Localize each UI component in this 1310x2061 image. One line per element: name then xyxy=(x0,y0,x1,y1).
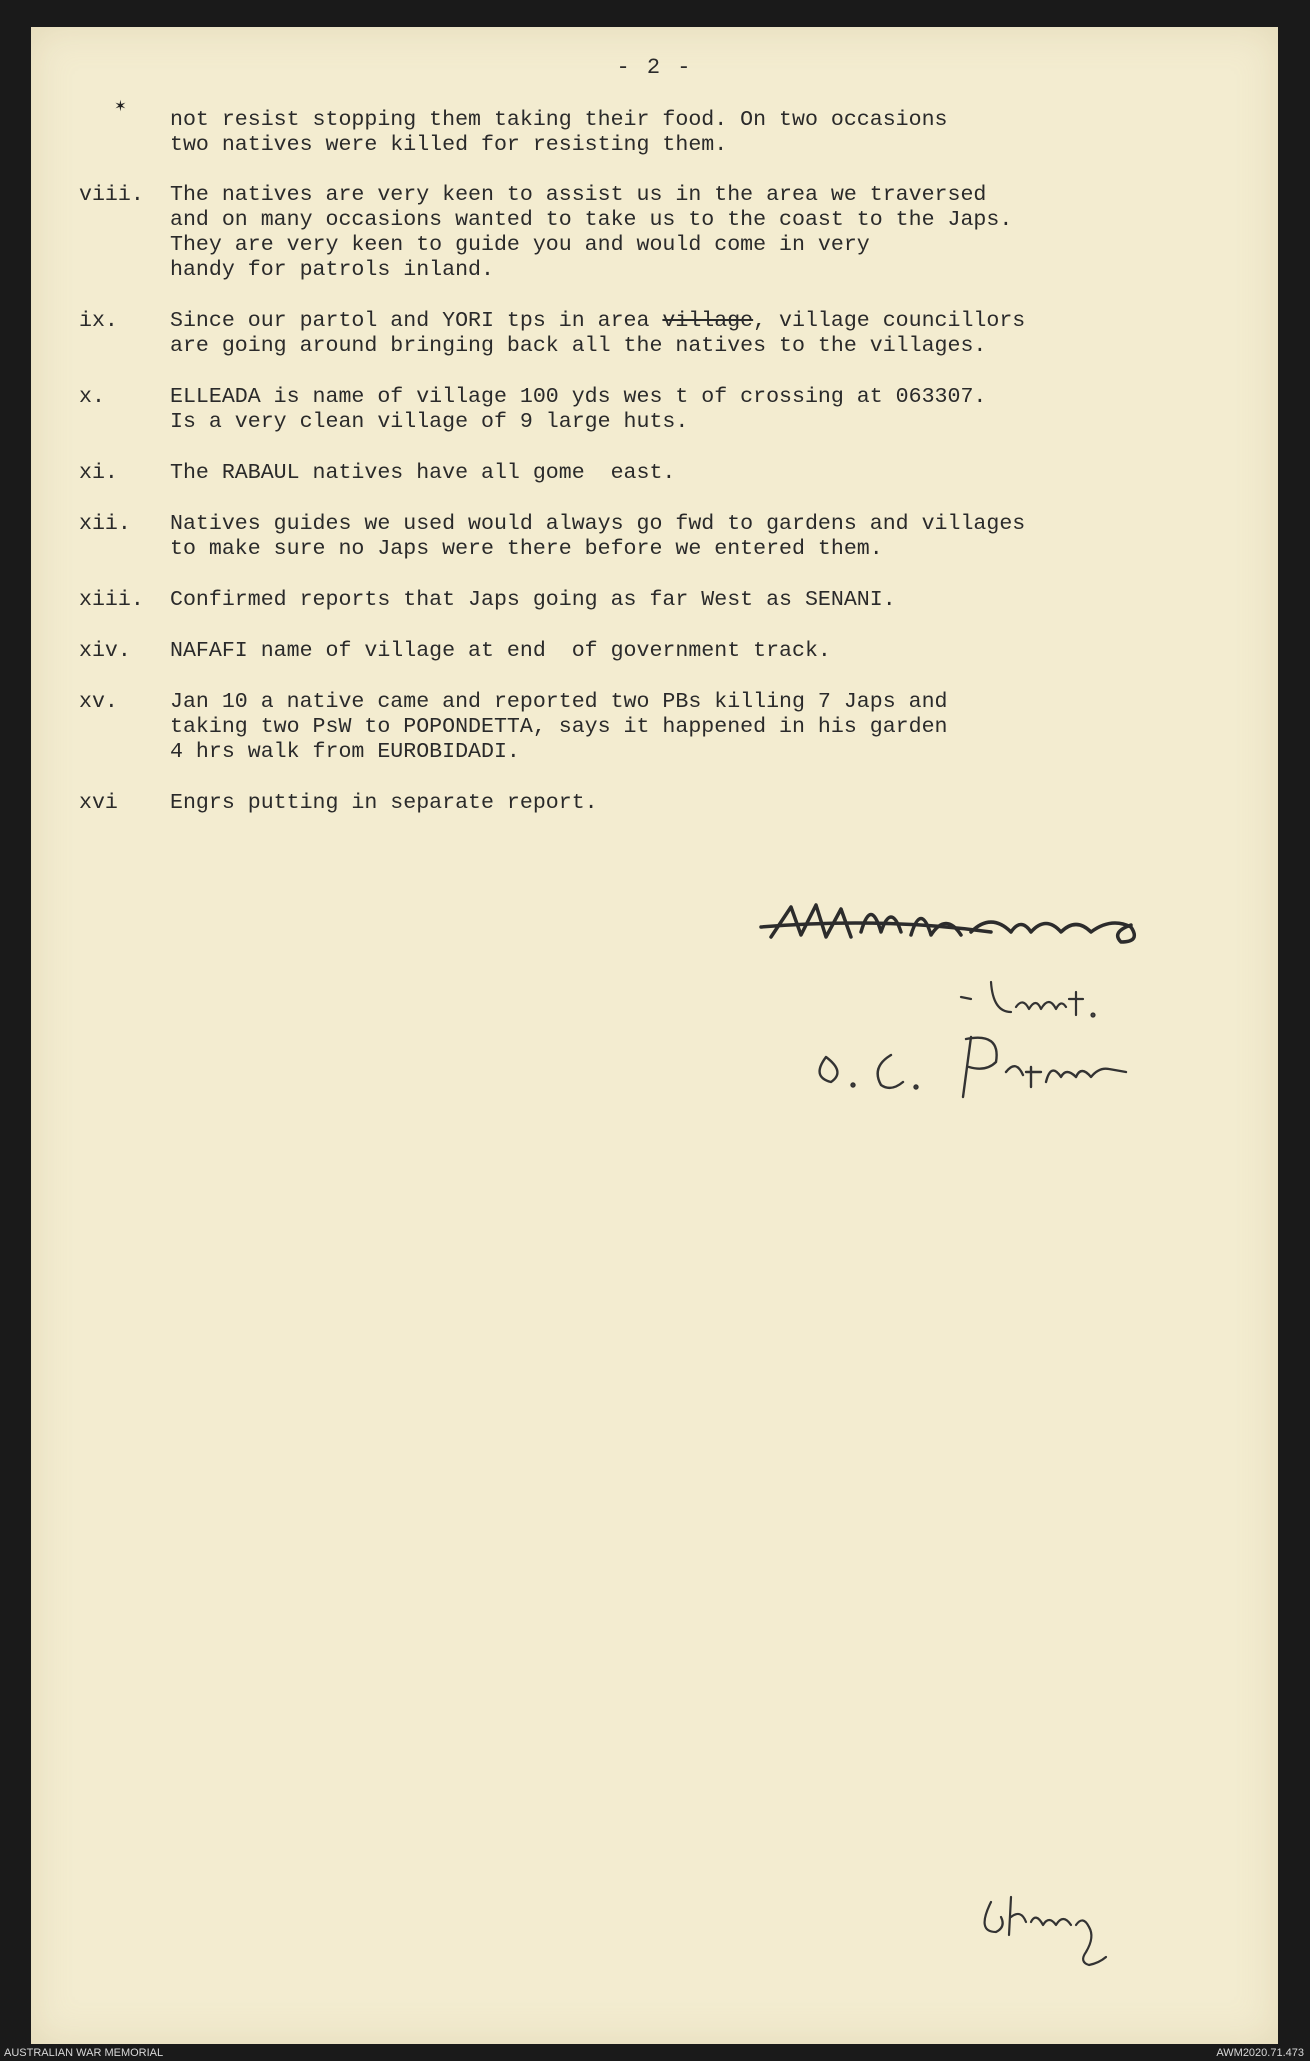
tick-mark-icon: ✶ xyxy=(115,97,126,117)
item-line xyxy=(170,309,1025,335)
item-numeral: xv. xyxy=(79,690,118,714)
item-line: Engrs putting in separate report. xyxy=(170,791,598,815)
item-line: Jan 10 a native came and reported two PBs killing 7 Japs and xyxy=(170,690,948,714)
footer-source-label: AUSTRALIAN WAR MEMORIAL xyxy=(4,2047,164,2059)
item-numeral: xvi xyxy=(79,791,118,815)
continuation-line-2: two natives were killed for resisting them. xyxy=(170,133,728,157)
item-line: ELLEADA is name of village 100 yds wes t of crossing at 063307. xyxy=(170,385,987,409)
item-line: 4 hrs walk from EUROBIDADI. xyxy=(170,740,520,764)
handwritten-signature xyxy=(731,887,1231,1167)
item-numeral: xii. xyxy=(79,512,131,536)
document-page xyxy=(31,27,1278,2044)
struck-word: village xyxy=(662,309,754,333)
item-line: Confirmed reports that Japs going as far West as SENANI. xyxy=(170,588,896,612)
item-line: and on many occasions wanted to take us to the coast to the Japs. xyxy=(170,208,1013,232)
item-line: handy for patrols inland. xyxy=(170,258,494,282)
item-numeral: x. xyxy=(79,385,105,409)
item-line: They are very keen to guide you and would come in very xyxy=(170,233,870,257)
item-numeral: viii. xyxy=(79,183,144,207)
item-numeral: xiii. xyxy=(79,588,144,612)
item-numeral: xi. xyxy=(79,461,118,485)
footer-accession-number: AWM2020.71.473 xyxy=(1216,2047,1304,2059)
item-line-start: Since our partol and YORI tps in area xyxy=(170,309,663,333)
handwritten-initials xyxy=(971,1877,1141,1977)
item-line: NAFAFI name of village at end of government track. xyxy=(170,639,831,663)
item-line: The natives are very keen to assist us in the area we traversed xyxy=(170,183,987,207)
signature-rank xyxy=(961,982,1095,1017)
item-line: The RABAUL natives have all gome east. xyxy=(170,461,676,485)
item-line: Natives guides we used would always go fwd to gardens and villages xyxy=(170,512,1026,536)
item-numeral: ix. xyxy=(79,309,118,333)
item-line-end: , village councillors xyxy=(753,309,1026,333)
signature-role xyxy=(820,1037,1126,1097)
item-line: are going around bringing back all the natives to the villages. xyxy=(170,334,987,358)
continuation-line-1: not resist stopping them taking their food. On two occasions xyxy=(170,108,948,132)
item-line: Is a very clean village of 9 large huts. xyxy=(170,410,689,434)
item-numeral: xiv. xyxy=(79,639,131,663)
item-line: to make sure no Japs were there before we entered them. xyxy=(170,537,883,561)
footer-bar xyxy=(0,2044,1310,2061)
signature-name xyxy=(761,905,1134,942)
item-line: taking two PsW to POPONDETTA, says it happened in his garden xyxy=(170,715,948,739)
page-number: - 2 - xyxy=(616,55,693,80)
